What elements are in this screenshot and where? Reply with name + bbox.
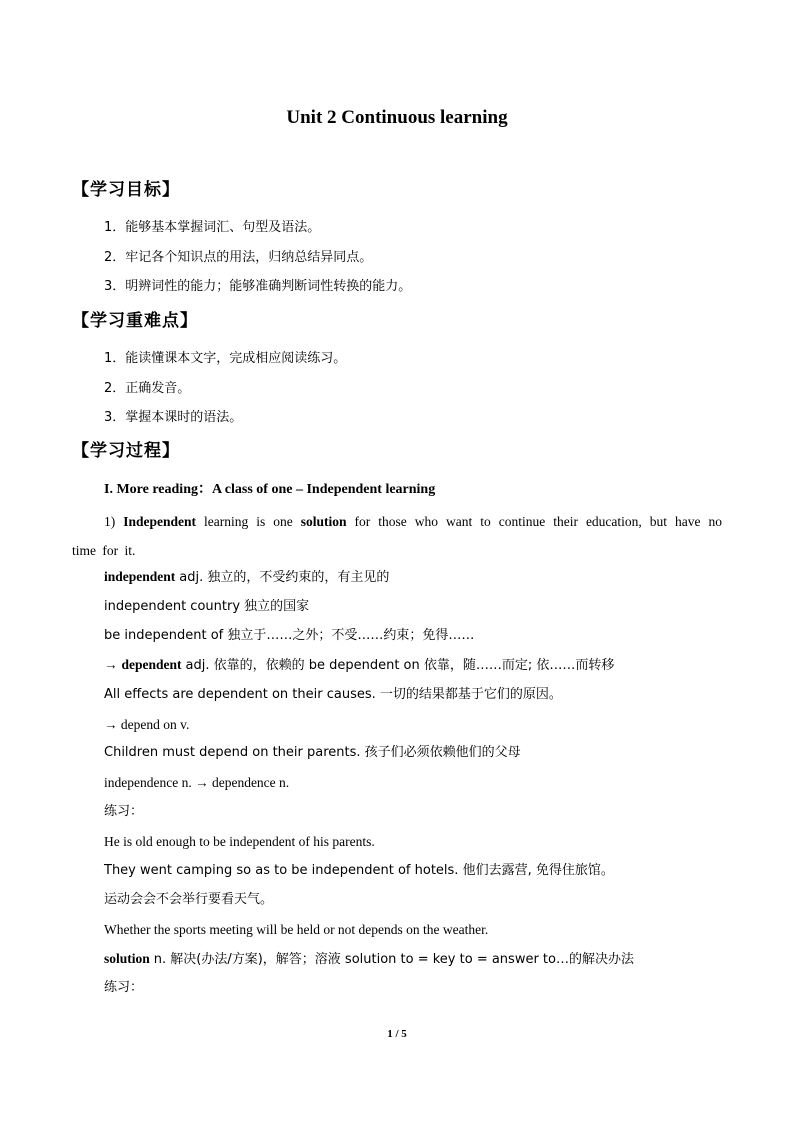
objective-item-3: 3．明辨词性的能力；能够准确判断词性转换的能力。 xyxy=(104,279,412,294)
process-heading: 【学习过程】 xyxy=(72,441,180,461)
keyword-solution: solution xyxy=(300,514,347,529)
example-children-parents: Children must depend on their parents. 孩子们必须依赖他们的父母 xyxy=(104,745,521,760)
vocab-independence-dependence: independence n. → dependence n. xyxy=(104,775,290,790)
document-title: Unit 2 Continuous learning xyxy=(286,107,508,128)
exercise-prompt-weather: 运动会会不会举行要看天气。 xyxy=(104,892,274,907)
exercise-sentence-camping: They went camping so as to be independent of hotels. 他们去露营, 免得住旅馆。 xyxy=(104,863,614,878)
page-number: 1 / 5 xyxy=(387,1028,407,1040)
example-effects-causes: All effects are dependent on their causes. 一切的结果都基于它们的原因。 xyxy=(104,687,562,702)
key-point-item-1: 1．能读懂课本文字，完成相应阅读练习。 xyxy=(104,351,347,366)
exercise-label-2: 练习： xyxy=(104,980,144,995)
sentence-number: 1) xyxy=(104,514,116,529)
vocab-dependent xyxy=(104,656,614,675)
vocab-word-dependent: dependent xyxy=(121,657,182,672)
reading-sentence xyxy=(72,507,722,565)
sentence-part-1: learning is one xyxy=(204,514,293,529)
keyword-independent: Independent xyxy=(123,514,197,529)
key-point-item-3: 3．掌握本课时的语法。 xyxy=(104,410,243,425)
objectives-heading: 【学习目标】 xyxy=(72,180,180,200)
key-points-heading: 【学习重难点】 xyxy=(72,311,198,331)
vocab-solution xyxy=(104,950,634,969)
arrow-icon: → xyxy=(104,657,118,672)
exercise-answer-weather: Whether the sports meeting will be held or not depends on the weather. xyxy=(104,922,489,937)
vocab-depend-on: → depend on v. xyxy=(104,717,190,732)
exercise-sentence-parents: He is old enough to be independent of his parents. xyxy=(104,834,375,849)
objective-item-2: 2．牢记各个知识点的用法，归纳总结异同点。 xyxy=(104,250,373,265)
objective-item-1: 1．能够基本掌握词汇、句型及语法。 xyxy=(104,220,321,235)
exercise-label-1: 练习： xyxy=(104,804,144,819)
vocab-solution-meaning: n. 解决(办法/方案)，解答；溶液 solution to = key to = answer to…的解决办法 xyxy=(153,952,634,967)
vocab-word-independent: independent xyxy=(104,569,176,584)
vocab-word-solution: solution xyxy=(104,951,150,966)
reading-subheading: I. More reading：A class of one – Independent learning xyxy=(104,482,436,497)
example-independent-country: independent country 独立的国家 xyxy=(104,599,310,614)
vocab-dependent-meaning: adj. 依靠的，依赖的 be dependent on 依靠，随……而定; 依……而转移 xyxy=(185,658,615,673)
phrase-be-independent-of: be independent of 独立于……之外；不受……约束；免得…… xyxy=(104,628,475,643)
vocab-independent xyxy=(104,568,389,587)
sentence-part-2: for those who want to continue their education, but have no time for it. xyxy=(72,514,723,558)
key-point-item-2: 2．正确发音。 xyxy=(104,381,191,396)
vocab-independent-meaning: adj. 独立的，不受约束的，有主见的 xyxy=(179,570,390,585)
